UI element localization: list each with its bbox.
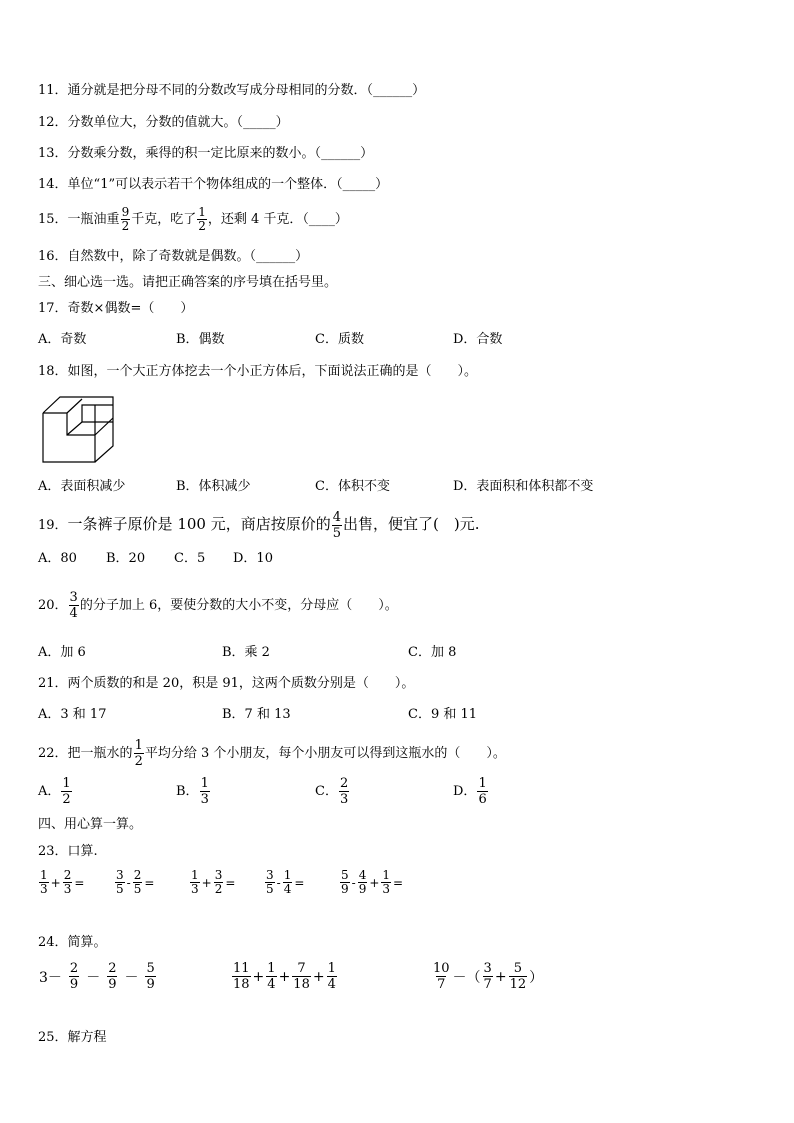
question-number: 23．: [38, 844, 68, 859]
cube-figure: [40, 395, 116, 465]
oral-calc-1: $\frac{1}{3}$ + $\frac{2}{3}$ =: [40, 868, 85, 896]
question-22: 22．把一瓶水的 $\frac{1}{2}$ 平均分给 3 个小朋友，每个小朋友可以得到这瓶水的（ ）。: [38, 738, 506, 769]
answer-blank[interactable]: _____: [342, 177, 376, 192]
oral-calc-2: $\frac{3}{5}$ - $\frac{2}{5}$ =: [116, 868, 155, 896]
option-b[interactable]: B． $\frac{1}{3}$: [176, 776, 209, 807]
question-17: [38, 300, 193, 318]
option-d[interactable]: D．10: [233, 551, 273, 566]
fraction: $\frac{1}{3}$: [200, 776, 209, 807]
question-text: 如图，一个大正方体挖去一个小正方体后，下面说法正确的是（ ）。: [67, 364, 478, 379]
simplify-calc-2: $\frac{11}{18}$ + $\frac{1}{4}$ + $\frac{7}{18}$ + $\frac{1}{4}$: [233, 961, 336, 992]
option-a[interactable]: A．表面积减少: [38, 479, 126, 494]
question-19: 19．一条裤子原价是 100 元，商店按原价的 $\frac{4}{5}$ 出售，便宜了( )元.: [38, 509, 480, 541]
question-number: 12．: [38, 115, 68, 130]
question-12: 12．分数单位大，分数的值就大。（_____）: [38, 115, 289, 130]
section-heading: 三、细心选一选。请把正确答案的序号填在括号里。: [38, 275, 338, 290]
question-13: 13．分数乘分数，乘得的积一定比原来的数小。（______）: [38, 146, 374, 161]
question-14: 14．单位“1”可以表示若干个物体组成的一个整体．（_____）: [38, 177, 389, 192]
option-c[interactable]: C．9 和 11: [408, 707, 478, 722]
answer-blank[interactable]: ____: [308, 212, 335, 227]
option-b[interactable]: B．20: [106, 551, 146, 566]
option-a[interactable]: A．80: [38, 551, 77, 566]
question-number: 22．: [38, 746, 68, 761]
question-text: 分数单位大，分数的值就大。（: [67, 115, 244, 130]
fraction: $\frac{1}{2}$: [134, 738, 143, 769]
option-d[interactable]: D．合数: [453, 332, 503, 347]
question-number: 21．: [38, 676, 68, 691]
question-11: 11．通分就是把分母不同的分数改写成分母相同的分数．（______）: [38, 83, 426, 98]
question-number: 19．: [38, 518, 68, 533]
question-number: 18．: [38, 364, 68, 379]
question-text: 简算。: [67, 935, 107, 950]
question-text: 分数乘分数，乘得的积一定比原来的数小。（: [67, 146, 322, 161]
answer-blank[interactable]: ______: [321, 146, 361, 161]
option-c[interactable]: C．质数: [315, 332, 364, 347]
question-text: 单位“1”可以表示若干个物体组成的一个整体．（: [67, 177, 343, 192]
question-number: 20．: [38, 598, 68, 613]
option-b[interactable]: B．乘 2: [222, 645, 270, 660]
option-a[interactable]: A．奇数: [38, 332, 87, 347]
question-text: 解方程: [67, 1030, 107, 1045]
option-b[interactable]: B．体积减少: [176, 479, 251, 494]
fraction: $\frac{3}{4}$: [69, 590, 78, 621]
oral-calc-5: $\frac{5}{9}$ - $\frac{4}{9}$ + $\frac{1}{3}$ =: [341, 868, 404, 896]
question-number: 14．: [38, 177, 68, 192]
option-c[interactable]: C．加 8: [408, 645, 457, 660]
question-20: 20． $\frac{3}{4}$ 的分子加上 6，要使分数的大小不变，分母应（ ）。: [38, 590, 398, 621]
option-c[interactable]: C． $\frac{2}{3}$: [315, 776, 349, 807]
question-number: 15．: [38, 212, 68, 227]
section-heading: 四、用心算一算。: [38, 817, 143, 832]
fraction: $\frac{1}{2}$: [62, 776, 71, 807]
question-number: 24．: [38, 935, 68, 950]
simplify-calc-1: 3－ $\frac{2}{9}$ － $\frac{2}{9}$ － $\frac{5}{9}$: [39, 961, 155, 992]
question-text: 口算.: [67, 844, 98, 859]
question-number: 25．: [38, 1030, 68, 1045]
question-21: [38, 675, 414, 693]
option-d[interactable]: D．表面积和体积都不变: [453, 479, 594, 494]
fraction: $\frac{4}{5}$: [332, 509, 341, 541]
question-24: [38, 934, 107, 952]
question-18: [38, 363, 477, 381]
question-25: [38, 1029, 107, 1047]
option-d[interactable]: D． $\frac{1}{6}$: [453, 776, 487, 807]
simplify-calc-3: $\frac{10}{7}$ －（ $\frac{3}{7}$ + $\frac{5}{12}$ ）: [433, 961, 544, 992]
oral-calc-4: $\frac{3}{5}$ - $\frac{1}{4}$ =: [266, 868, 305, 896]
option-b[interactable]: B．7 和 13: [222, 707, 291, 722]
question-text: 奇数×偶数=（ ）: [67, 301, 194, 316]
option-c[interactable]: C．体积不变: [315, 479, 390, 494]
fraction: $\frac{1}{6}$: [478, 776, 487, 807]
option-a[interactable]: A． $\frac{1}{2}$: [38, 776, 71, 807]
option-c[interactable]: C．5: [174, 551, 206, 566]
question-text: 两个质数的和是 20，积是 91，这两个质数分别是（ ）。: [67, 676, 415, 691]
option-a[interactable]: A．加 6: [38, 645, 86, 660]
fraction: $\frac{9}{2}$: [121, 205, 130, 233]
question-number: 17．: [38, 301, 68, 316]
question-15: 15．一瓶油重 $\frac{9}{2}$ 千克，吃了 $\frac{1}{2}$ ，还剩 4 千克．（____）: [38, 205, 348, 233]
fraction: $\frac{1}{2}$: [198, 205, 206, 233]
question-number: 16．: [38, 249, 68, 264]
question-text: 通分就是把分母不同的分数改写成分母相同的分数．（: [67, 83, 374, 98]
option-b[interactable]: B．偶数: [176, 332, 225, 347]
question-text: 自然数中，除了奇数就是偶数。（: [67, 249, 257, 264]
answer-blank[interactable]: ______: [373, 83, 413, 98]
answer-blank[interactable]: ______: [256, 249, 296, 264]
fraction: $\frac{2}{3}$: [339, 776, 349, 807]
question-16: 16．自然数中，除了奇数就是偶数。（______）: [38, 249, 309, 264]
question-23: [38, 843, 98, 861]
question-number: 11．: [38, 83, 68, 98]
oral-calc-3: $\frac{1}{3}$ + $\frac{3}{2}$ =: [191, 868, 236, 896]
option-a[interactable]: A．3 和 17: [38, 707, 107, 722]
question-number: 13．: [38, 146, 68, 161]
answer-blank[interactable]: _____: [243, 115, 276, 130]
